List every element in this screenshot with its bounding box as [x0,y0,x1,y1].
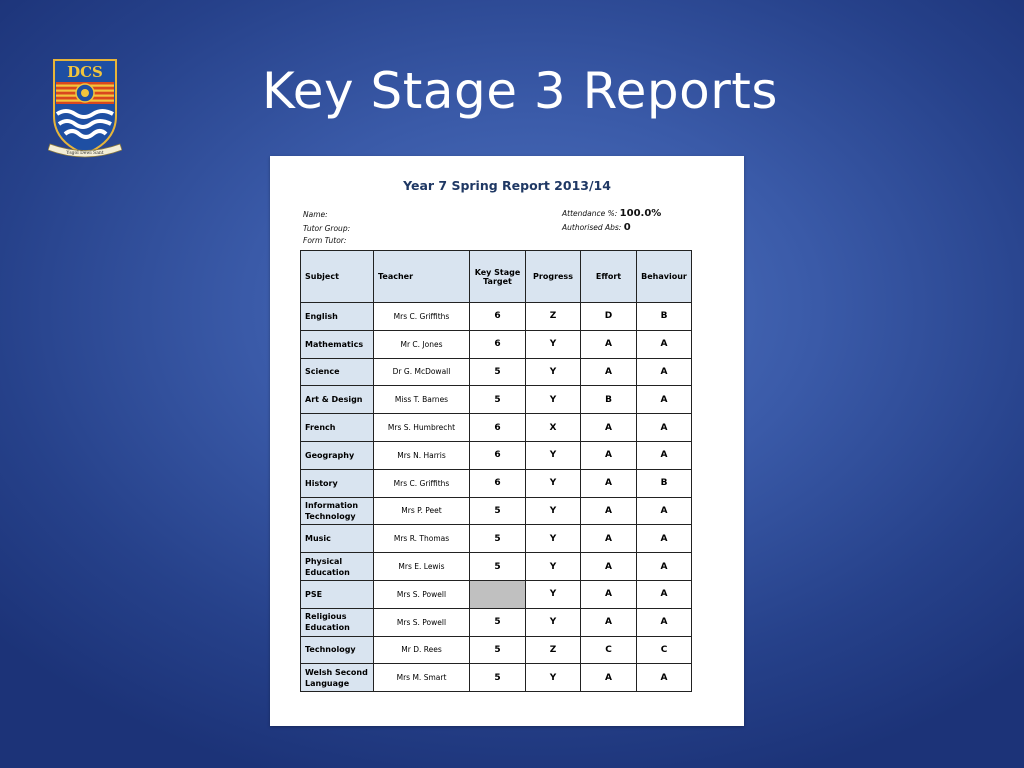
table-row [301,386,692,414]
report-table [300,250,692,692]
progress-cell: Y [526,386,581,414]
table-row [301,469,692,497]
target-cell: 6 [470,303,526,331]
behaviour-cell: A [637,580,692,608]
behaviour-cell: A [637,608,692,636]
target-cell: 5 [470,525,526,553]
progress-cell: Y [526,469,581,497]
progress-cell: Y [526,441,581,469]
target-cell: 5 [470,608,526,636]
header-key-stage-target: Key Stage Target [470,251,526,303]
table-row [301,525,692,553]
teacher-cell: Mrs R. Thomas [374,525,470,553]
behaviour-cell: A [637,553,692,581]
logo-letters: DCS [67,63,103,81]
attendance-label: Attendance %: [562,209,618,218]
effort-cell: A [581,441,637,469]
effort-cell: A [581,330,637,358]
subject-cell: Mathematics [301,330,374,358]
tutor-group-label: Tutor Group: [303,224,351,233]
subject-cell: PSE [301,580,374,608]
table-row [301,608,692,636]
progress-cell: Y [526,358,581,386]
effort-cell: B [581,386,637,414]
teacher-cell: Mrs S. Humbrecht [374,414,470,442]
teacher-cell: Mr D. Rees [374,636,470,664]
header-effort: Effort [581,251,637,303]
progress-cell: Y [526,553,581,581]
report-card-image [270,156,744,726]
slide-title: Key Stage 3 Reports [262,62,778,120]
effort-cell: A [581,580,637,608]
subject-cell: Geography [301,441,374,469]
subject-cell: Physical Education [301,553,374,581]
subject-cell: Music [301,525,374,553]
progress-cell: Y [526,525,581,553]
form-tutor-label: Form Tutor: [303,236,347,245]
teacher-cell: Mrs C. Griffiths [374,303,470,331]
header-subject: Subject [301,251,374,303]
effort-cell: D [581,303,637,331]
teacher-cell: Mr C. Jones [374,330,470,358]
effort-cell: A [581,525,637,553]
effort-cell: A [581,664,637,692]
target-cell: 6 [470,469,526,497]
behaviour-cell: A [637,441,692,469]
target-cell: 5 [470,497,526,525]
target-cell: 5 [470,553,526,581]
effort-cell: A [581,608,637,636]
logo-motto: Ysgol Dewi Sant [66,151,104,156]
target-cell: 5 [470,636,526,664]
teacher-cell: Mrs E. Lewis [374,553,470,581]
header-progress: Progress [526,251,581,303]
effort-cell: A [581,497,637,525]
teacher-cell: Mrs P. Peet [374,497,470,525]
subject-cell: Information Technology [301,497,374,525]
table-row [301,636,692,664]
target-cell: 6 [470,441,526,469]
subject-cell: Welsh Second Language [301,664,374,692]
teacher-cell: Mrs M. Smart [374,664,470,692]
target-cell: 5 [470,664,526,692]
behaviour-cell: B [637,469,692,497]
behaviour-cell: A [637,386,692,414]
table-row [301,580,692,608]
behaviour-cell: A [637,358,692,386]
table-row [301,358,692,386]
attendance-value: 100.0% [619,208,662,219]
authorised-row [562,222,631,233]
progress-cell: Y [526,580,581,608]
effort-cell: A [581,414,637,442]
attendance-row [562,208,661,219]
table-row [301,553,692,581]
progress-cell: Z [526,303,581,331]
subject-cell: English [301,303,374,331]
effort-cell: C [581,636,637,664]
target-cell: 6 [470,330,526,358]
teacher-cell: Mrs C. Griffiths [374,469,470,497]
teacher-cell: Dr G. McDowall [374,358,470,386]
progress-cell: Z [526,636,581,664]
behaviour-cell: A [637,414,692,442]
teacher-cell: Mrs S. Powell [374,580,470,608]
header-behaviour: Behaviour [637,251,692,303]
teacher-cell: Miss T. Barnes [374,386,470,414]
table-row [301,664,692,692]
target-cell: 5 [470,386,526,414]
subject-cell: Technology [301,636,374,664]
progress-cell: Y [526,330,581,358]
subject-cell: Religious Education [301,608,374,636]
behaviour-cell: A [637,525,692,553]
report-title: Year 7 Spring Report 2013/14 [403,178,611,193]
teacher-cell: Mrs S. Powell [374,608,470,636]
progress-cell: X [526,414,581,442]
table-row [301,414,692,442]
behaviour-cell: A [637,664,692,692]
subject-cell: Science [301,358,374,386]
subject-cell: History [301,469,374,497]
teacher-cell: Mrs N. Harris [374,441,470,469]
school-crest-logo [48,58,122,162]
progress-cell: Y [526,608,581,636]
target-cell: 6 [470,414,526,442]
progress-cell: Y [526,664,581,692]
progress-cell: Y [526,497,581,525]
name-label: Name: [303,210,328,219]
table-row [301,330,692,358]
effort-cell: A [581,469,637,497]
subject-cell: French [301,414,374,442]
table-row [301,303,692,331]
behaviour-cell: A [637,497,692,525]
behaviour-cell: B [637,303,692,331]
table-header-row [301,251,692,303]
authorised-label: Authorised Abs: [562,223,622,232]
effort-cell: A [581,553,637,581]
effort-cell: A [581,358,637,386]
target-cell [470,580,526,608]
behaviour-cell: A [637,330,692,358]
target-cell: 5 [470,358,526,386]
authorised-value: 0 [623,222,631,233]
table-row [301,497,692,525]
table-row [301,441,692,469]
behaviour-cell: C [637,636,692,664]
header-teacher: Teacher [374,251,470,303]
subject-cell: Art & Design [301,386,374,414]
